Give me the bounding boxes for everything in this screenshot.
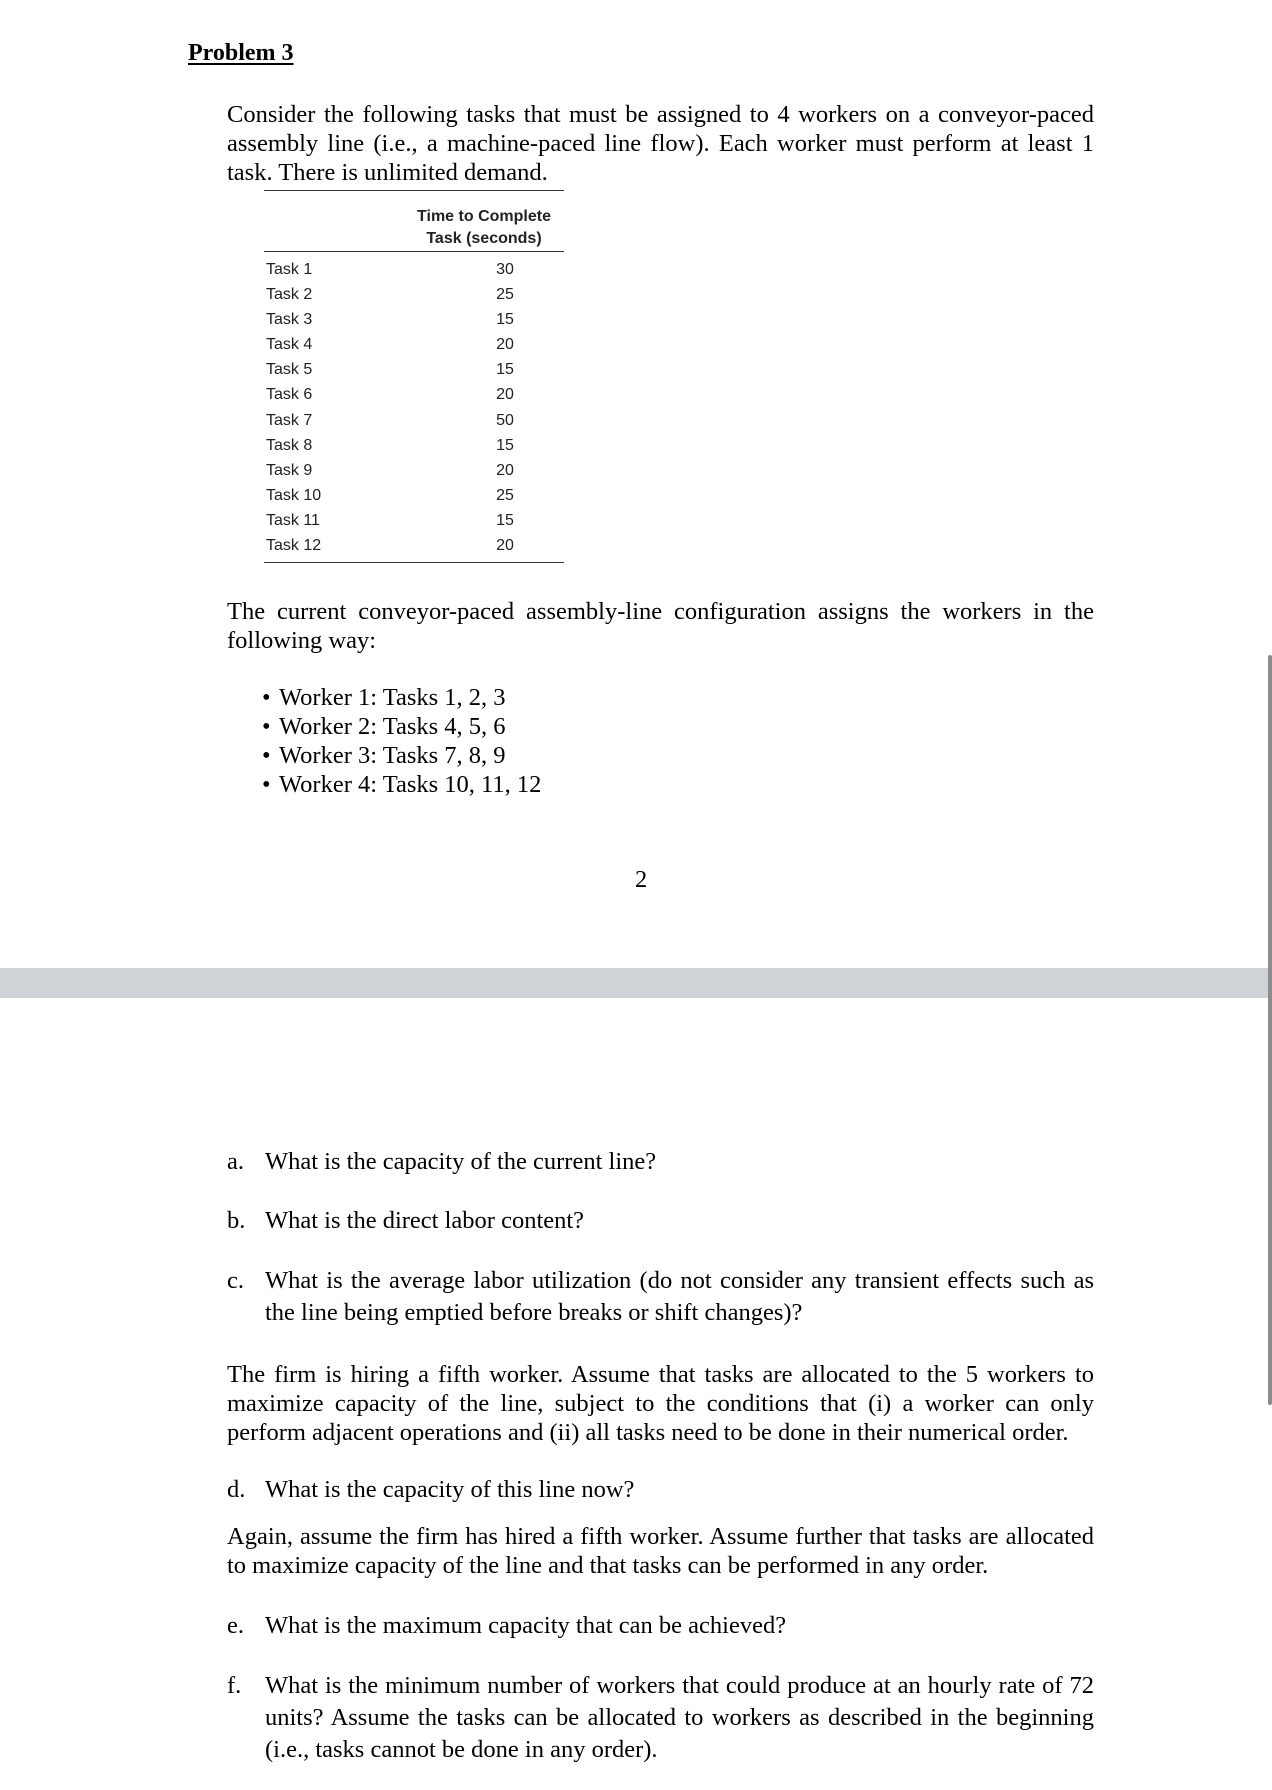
table-row (264, 510, 564, 535)
scrollbar[interactable] (1268, 655, 1272, 1405)
table-row (264, 435, 564, 460)
question-marker: f. (227, 1672, 242, 1699)
task-name: Task 12 (266, 537, 322, 555)
configuration-paragraph: The current conveyor-paced assembly-line configuration assigns the workers in the following way: (227, 598, 1094, 654)
question-text: What is the maximum capacity that can be achieved? (265, 1612, 787, 1639)
list-item: • Worker 4: Tasks 10, 11, 12 (262, 770, 541, 799)
task-time: 25 (496, 486, 514, 504)
question-text: What is the direct labor content? (265, 1207, 585, 1234)
table-header (264, 191, 564, 251)
task-time: 15 (496, 361, 514, 379)
question-f (227, 1670, 1094, 1766)
intro-paragraph: Consider the following tasks that must be assigned to 4 workers on a conveyor-paced assembly line (i.e., a machine-paced line flow). Each worker must perform at least 1 task. There is unlimited demand. (227, 101, 1094, 186)
task-name: Task 9 (266, 461, 313, 479)
task-time: 25 (496, 286, 514, 304)
question-d (227, 1474, 1094, 1506)
task-time: 20 (496, 537, 514, 555)
table-row (264, 334, 564, 359)
task-time: 15 (496, 311, 514, 329)
task-name: Task 5 (266, 361, 313, 379)
task-name: Task 4 (266, 336, 313, 354)
fifth-worker-paragraph: The firm is hiring a fifth worker. Assume that tasks are allocated to the 5 workers to maximize capacity of the line, subject to the conditions that (i) a worker can only perform adjacent operations and (ii) all tasks need to be done in their numerical order. (227, 1361, 1094, 1446)
problem-title: Problem 3 (188, 40, 294, 66)
time-column-header (404, 206, 564, 250)
header-line-2: Task (seconds) (426, 230, 542, 247)
header-line-1: Time to Complete (417, 208, 551, 225)
task-time: 15 (496, 511, 514, 529)
table-row (264, 485, 564, 510)
table-row (264, 460, 564, 485)
list-item: • Worker 1: Tasks 1, 2, 3 (262, 683, 541, 712)
table-header-rule (264, 251, 564, 252)
task-name: Task 8 (266, 436, 313, 454)
task-name: Task 10 (266, 486, 322, 504)
question-marker: a. (227, 1148, 244, 1175)
question-text: What is the average labor utilization (do not consider any transient effects such as the line being emptied before breaks or shift changes)? (265, 1267, 1094, 1326)
task-name: Task 7 (266, 411, 313, 429)
table-row (264, 359, 564, 384)
list-item: • Worker 3: Tasks 7, 8, 9 (262, 741, 541, 770)
list-item: • Worker 2: Tasks 4, 5, 6 (262, 712, 541, 741)
table-row (264, 384, 564, 409)
question-a (227, 1146, 1094, 1178)
table-row (264, 410, 564, 435)
worker-assignment-list (262, 683, 541, 799)
task-name: Task 11 (266, 511, 320, 529)
task-time-table (264, 190, 564, 563)
table-row (264, 284, 564, 309)
question-text: What is the minimum number of workers that could produce at an hourly rate of 72 units? Assume the tasks can be allocated to workers as described in the beginning (i.e., tasks cannot be done in any order). (265, 1672, 1094, 1763)
task-name: Task 1 (266, 261, 313, 278)
task-time: 30 (496, 261, 514, 278)
task-name: Task 3 (266, 311, 313, 329)
question-b (227, 1205, 1094, 1237)
question-marker: d. (227, 1476, 246, 1503)
any-order-paragraph: Again, assume the firm has hired a fifth worker. Assume further that tasks are allocated to maximize capacity of the line and that tasks can be performed in any order. (227, 1523, 1094, 1579)
question-text: What is the capacity of the current line? (265, 1148, 657, 1175)
question-c (227, 1265, 1094, 1329)
question-marker: b. (227, 1207, 246, 1234)
page-separator (0, 968, 1272, 998)
table-body (264, 251, 564, 560)
task-name: Task 2 (266, 286, 313, 304)
task-time: 20 (496, 461, 514, 479)
task-time: 50 (496, 411, 514, 429)
task-time: 15 (496, 436, 514, 454)
table-row (264, 535, 564, 560)
question-text: What is the capacity of this line now? (265, 1476, 635, 1503)
task-time: 20 (496, 386, 514, 404)
question-e (227, 1610, 1094, 1642)
page-number: 2 (635, 866, 648, 893)
table-row (264, 259, 564, 284)
question-marker: e. (227, 1612, 244, 1639)
table-bottom-rule (264, 562, 564, 563)
task-time: 20 (496, 336, 514, 354)
question-marker: c. (227, 1267, 244, 1294)
table-row (264, 309, 564, 334)
task-name: Task 6 (266, 386, 313, 404)
